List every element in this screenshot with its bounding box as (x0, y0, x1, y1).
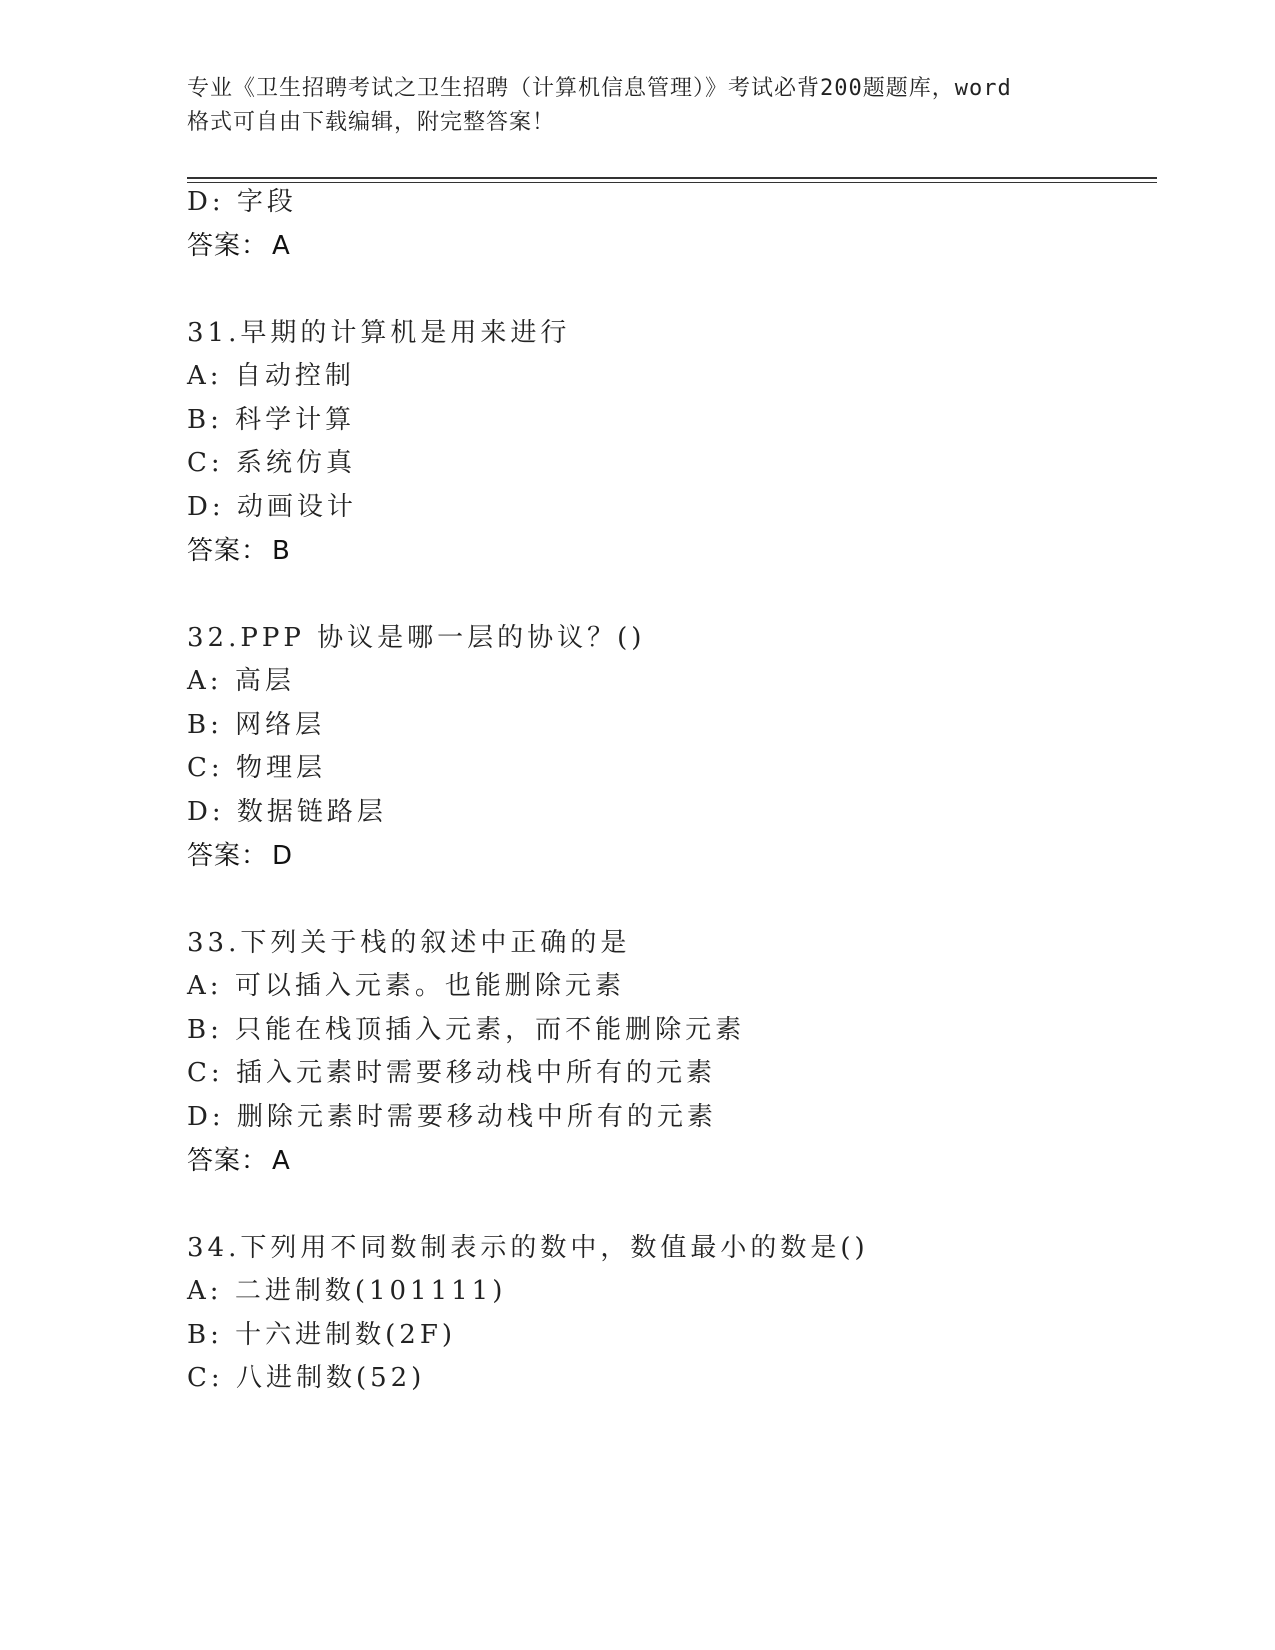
option-line: D: 删除元素时需要移动栈中所有的元素 (187, 1102, 717, 1132)
option-line: C: 八进制数(52) (187, 1363, 426, 1393)
question-stem: 33.下列关于栈的叙述中正确的是 (187, 928, 631, 958)
answer-line: 答案： A (187, 1146, 291, 1176)
option-line: B: 网络层 (187, 710, 326, 740)
option-line: D: 字段 (187, 187, 297, 217)
document-header (187, 72, 1092, 140)
question-stem: 34.下列用不同数制表示的数中，数值最小的数是() (187, 1233, 869, 1263)
option-line: A: 可以插入元素。也能删除元素 (187, 971, 625, 1001)
option-line: B: 十六进制数(2F) (187, 1320, 457, 1350)
option-line: D: 数据链路层 (187, 797, 387, 827)
option-line: B: 科学计算 (187, 405, 356, 435)
option-line: C: 物理层 (187, 753, 326, 783)
answer-line: 答案： A (187, 231, 291, 261)
question-stem: 32.PPP 协议是哪一层的协议？() (187, 623, 646, 653)
header-line-1: 专业《卫生招聘考试之卫生招聘（计算机信息管理）》考试必背200题题库，word (187, 76, 1012, 101)
question-stem: 31.早期的计算机是用来进行 (187, 318, 571, 348)
option-line: D: 动画设计 (187, 492, 357, 522)
option-line: C: 插入元素时需要移动栈中所有的元素 (187, 1058, 716, 1088)
option-line: B: 只能在栈顶插入元素，而不能删除元素 (187, 1015, 746, 1045)
option-line: A: 自动控制 (187, 361, 355, 391)
option-line: A: 高层 (187, 666, 295, 696)
header-divider-thick (187, 177, 1157, 179)
header-line-2: 格式可自由下载编辑，附完整答案！ (187, 110, 556, 135)
answer-line: 答案： B (187, 536, 291, 566)
option-line: A: 二进制数(101111) (187, 1276, 507, 1306)
option-line: C: 系统仿真 (187, 448, 356, 478)
answer-line: 答案： D (187, 841, 294, 871)
header-divider-thin (187, 182, 1157, 183)
